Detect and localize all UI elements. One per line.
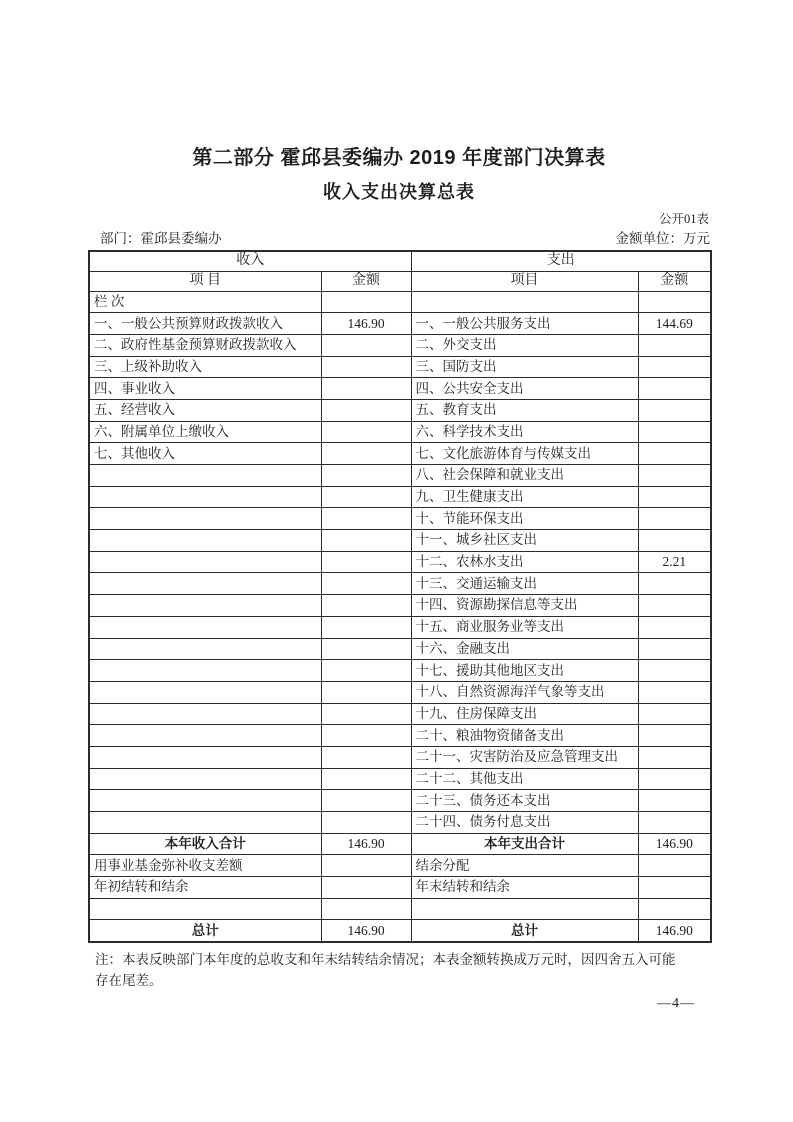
closing-carryover-amount: [638, 877, 711, 899]
income-item-cell: 四、事业收入: [89, 378, 321, 400]
expense-amount-cell: [638, 378, 711, 400]
public-form-number: 公开01表: [658, 212, 709, 226]
expense-item-cell: 一、一般公共服务支出: [411, 313, 638, 335]
expense-amount-cell: [638, 508, 711, 530]
table-row: [89, 681, 711, 703]
expense-item-cell: 五、教育支出: [411, 399, 638, 421]
income-item-cell: 一、一般公共预算财政拨款收入: [89, 313, 321, 335]
fund-offset-label: 用事业基金弥补收支差额: [89, 855, 321, 877]
income-grand-total-amount: 146.90: [321, 920, 411, 942]
table-row: [89, 768, 711, 790]
table-row: [89, 660, 711, 682]
expense-amount-cell: [638, 530, 711, 552]
income-amount-cell: [321, 725, 411, 747]
surplus-distribution-label: 结余分配: [411, 855, 638, 877]
document-title: 第二部分 霍邱县委编办 2019 年度部门决算表: [192, 147, 606, 169]
table-footnote: [88, 949, 705, 991]
expense-item-cell: 十、节能环保支出: [411, 508, 638, 530]
income-amount-cell: [321, 530, 411, 552]
income-item-cell: [89, 660, 321, 682]
blank-row: [89, 898, 711, 920]
income-item-cell: [89, 812, 321, 834]
expense-amount-cell: [638, 573, 711, 595]
income-item-cell: 三、上级补助收入: [89, 356, 321, 378]
footnote-line1: 注：本表反映部门本年度的总收支和年末结转结余情况；本表金额转换成万元时，因四舍五入可能: [95, 951, 676, 967]
expense-amount-cell: [638, 660, 711, 682]
income-item-cell: [89, 898, 321, 920]
expense-amount-cell: [638, 725, 711, 747]
income-grand-total-label: 总计: [89, 920, 321, 942]
income-item-cell: [89, 681, 321, 703]
expense-amount-cell: [638, 638, 711, 660]
expense-item-cell: 八、社会保障和就业支出: [411, 465, 638, 487]
table-row: [89, 790, 711, 812]
income-total-amount: 146.90: [321, 833, 411, 855]
expense-amount-cell: [638, 421, 711, 443]
expense-item-cell: 九、卫生健康支出: [411, 486, 638, 508]
table-row: [89, 421, 711, 443]
income-amount-cell: [321, 573, 411, 595]
expense-item-cell: 二十三、债务还本支出: [411, 790, 638, 812]
table-meta-row: [88, 230, 710, 247]
income-amount-cell: [321, 812, 411, 834]
income-amount-cell: [321, 508, 411, 530]
expense-amount-cell: [638, 356, 711, 378]
income-amount-cell: [321, 898, 411, 920]
income-total-label: 本年收入合计: [89, 833, 321, 855]
income-amount-cell: [321, 378, 411, 400]
expense-total-label: 本年支出合计: [411, 833, 638, 855]
expense-item-cell: [411, 291, 638, 313]
expense-amount-column-header: 金额: [638, 271, 711, 291]
income-amount-cell: [321, 356, 411, 378]
table-row: [89, 703, 711, 725]
expense-amount-cell: [638, 790, 711, 812]
opening-carryover-label: 年初结转和结余: [89, 877, 321, 899]
expense-item-cell: 十五、商业服务业等支出: [411, 616, 638, 638]
income-item-cell: [89, 508, 321, 530]
page-number: —4—: [657, 996, 695, 1011]
expense-item-cell: 十六、金融支出: [411, 638, 638, 660]
income-amount-cell: [321, 681, 411, 703]
table-row: [89, 356, 711, 378]
expense-item-cell: 二十四、债务付息支出: [411, 812, 638, 834]
expense-amount-cell: [638, 291, 711, 313]
income-amount-cell: [321, 746, 411, 768]
expense-total-amount: 146.90: [638, 833, 711, 855]
expense-item-cell: 七、文化旅游体育与传媒支出: [411, 443, 638, 465]
income-item-cell: [89, 595, 321, 617]
expense-amount-cell: [638, 746, 711, 768]
expense-amount-cell: [638, 465, 711, 487]
expense-grand-total-label: 总计: [411, 920, 638, 942]
lanci-row: [89, 291, 711, 313]
expense-item-cell: 十九、住房保障支出: [411, 703, 638, 725]
expense-amount-cell: [638, 443, 711, 465]
table-row: [89, 508, 711, 530]
column-header-row: [89, 271, 711, 291]
expense-item-cell: 四、公共安全支出: [411, 378, 638, 400]
income-item-cell: [89, 703, 321, 725]
expense-item-cell: 十二、农林水支出: [411, 551, 638, 573]
table-row: [89, 746, 711, 768]
income-item-cell: [89, 486, 321, 508]
expense-item-cell: 二十一、灾害防治及应急管理支出: [411, 746, 638, 768]
income-amount-cell: [321, 660, 411, 682]
table-row: [89, 616, 711, 638]
table-row: [89, 465, 711, 487]
income-amount-cell: [321, 465, 411, 487]
table-row: [89, 551, 711, 573]
income-amount-cell: [321, 291, 411, 313]
table-row: [89, 334, 711, 356]
lanci-label-cell: 栏 次: [89, 291, 321, 313]
expense-amount-cell: [638, 703, 711, 725]
income-amount-cell: 146.90: [321, 313, 411, 335]
income-amount-cell: [321, 334, 411, 356]
income-amount-cell: [321, 703, 411, 725]
expense-amount-cell: [638, 898, 711, 920]
table-row: [89, 378, 711, 400]
budget-summary-table: [88, 250, 712, 943]
closing-carryover-label: 年末结转和结余: [411, 877, 638, 899]
footnote-line2: 存在尾差。: [95, 972, 163, 988]
expense-item-cell: 二十二、其他支出: [411, 768, 638, 790]
income-item-cell: [89, 746, 321, 768]
table-row: [89, 638, 711, 660]
income-item-cell: [89, 616, 321, 638]
table-row: [89, 530, 711, 552]
income-item-cell: 六、附属单位上缴收入: [89, 421, 321, 443]
document-content: [88, 0, 710, 991]
fund-offset-amount: [321, 855, 411, 877]
income-item-cell: [89, 768, 321, 790]
income-amount-column-header: 金额: [321, 271, 411, 291]
table-row: [89, 812, 711, 834]
section-header-row: [89, 251, 711, 271]
income-section-header: 收入: [89, 251, 411, 271]
income-item-cell: 七、其他收入: [89, 443, 321, 465]
income-amount-cell: [321, 768, 411, 790]
income-amount-cell: [321, 638, 411, 660]
expense-item-column-header: 项目: [411, 271, 638, 291]
expense-item-cell: 六、科学技术支出: [411, 421, 638, 443]
income-item-cell: [89, 638, 321, 660]
expense-amount-cell: [638, 334, 711, 356]
expense-item-cell: 十一、城乡社区支出: [411, 530, 638, 552]
income-item-cell: 五、经营收入: [89, 399, 321, 421]
grand-total-row: [89, 920, 711, 942]
amount-unit-label: 金额单位：万元: [615, 231, 710, 246]
income-item-cell: [89, 725, 321, 747]
income-item-cell: [89, 573, 321, 595]
expense-amount-cell: [638, 399, 711, 421]
table-title: 收入支出决算总表: [323, 182, 475, 202]
expense-item-cell: 二十、粮油物资储备支出: [411, 725, 638, 747]
expense-amount-cell: [638, 768, 711, 790]
income-amount-cell: [321, 421, 411, 443]
expense-item-cell: 十八、自然资源海洋气象等支出: [411, 681, 638, 703]
expense-grand-total-amount: 146.90: [638, 920, 711, 942]
expense-amount-cell: [638, 595, 711, 617]
expense-amount-cell: 2.21: [638, 551, 711, 573]
income-item-cell: [89, 465, 321, 487]
expense-item-cell: 三、国防支出: [411, 356, 638, 378]
table-row: [89, 573, 711, 595]
income-amount-cell: [321, 443, 411, 465]
table-row: [89, 486, 711, 508]
expense-amount-cell: [638, 486, 711, 508]
expense-amount-cell: [638, 681, 711, 703]
income-item-cell: [89, 530, 321, 552]
table-row: [89, 725, 711, 747]
expense-item-cell: 十三、交通运输支出: [411, 573, 638, 595]
department-label: 部门：霍邱县委编办: [100, 231, 222, 246]
surplus-distribution-amount: [638, 855, 711, 877]
annual-totals-row: [89, 833, 711, 855]
carryover-row: [89, 877, 711, 899]
income-item-cell: [89, 790, 321, 812]
expense-amount-cell: 144.69: [638, 313, 711, 335]
income-item-cell: [89, 551, 321, 573]
expense-item-cell: 十七、援助其他地区支出: [411, 660, 638, 682]
opening-carryover-amount: [321, 877, 411, 899]
income-amount-cell: [321, 486, 411, 508]
expense-amount-cell: [638, 616, 711, 638]
table-row: [89, 595, 711, 617]
income-item-cell: 二、政府性基金预算财政拨款收入: [89, 334, 321, 356]
expense-item-cell: [411, 898, 638, 920]
income-amount-cell: [321, 790, 411, 812]
income-amount-cell: [321, 551, 411, 573]
expense-amount-cell: [638, 812, 711, 834]
income-item-column-header: 项 目: [89, 271, 321, 291]
adjustment-row: [89, 855, 711, 877]
expense-section-header: 支出: [411, 251, 711, 271]
income-amount-cell: [321, 616, 411, 638]
income-amount-cell: [321, 595, 411, 617]
table-row: [89, 399, 711, 421]
expense-item-cell: 二、外交支出: [411, 334, 638, 356]
table-row: [89, 313, 711, 335]
income-amount-cell: [321, 399, 411, 421]
expense-item-cell: 十四、资源勘探信息等支出: [411, 595, 638, 617]
table-row: [89, 443, 711, 465]
